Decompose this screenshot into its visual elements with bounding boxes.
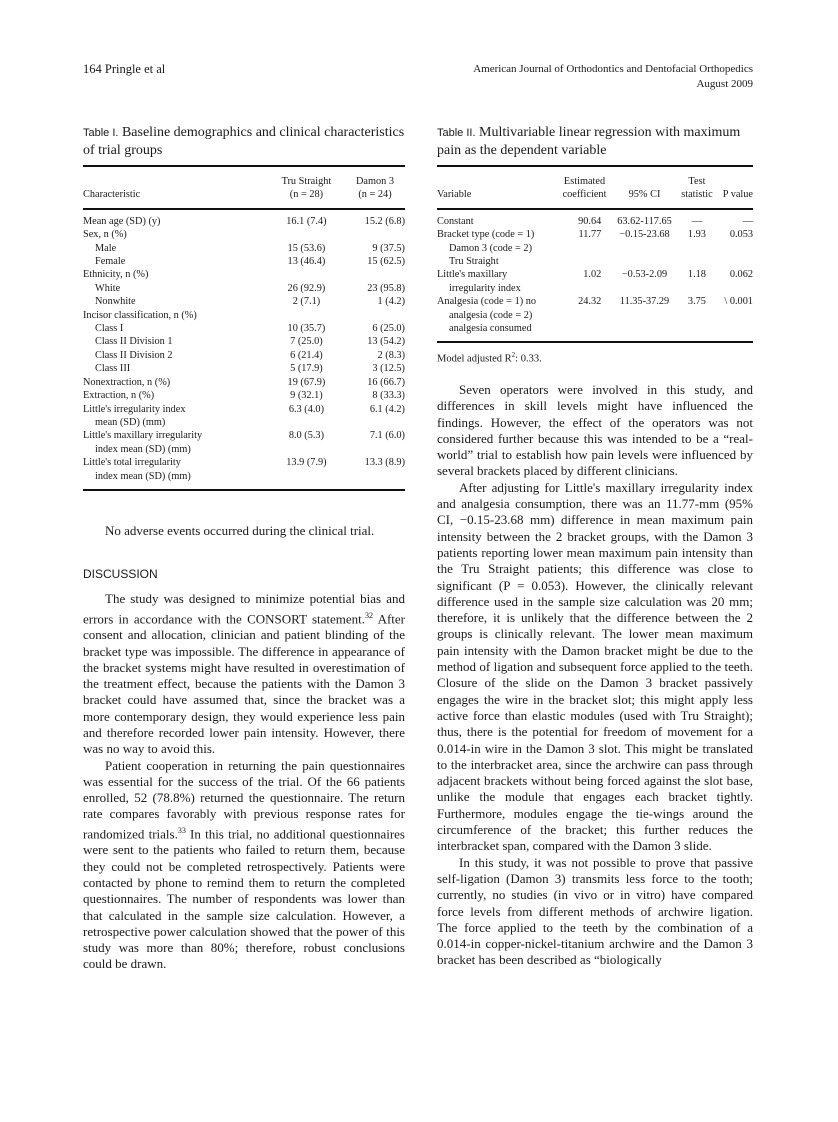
- cell-damon-3: 13 (54.2): [367, 336, 405, 348]
- cell-coefficient: 90.64: [578, 215, 602, 227]
- cell-p-value: \ 0.001: [724, 296, 753, 308]
- paragraph: The study was designed to minimize potential bias and errors in accordance with the CONSORT statement.$^{32}$ After consent and allocation, clinician and patient blinding of the bracket type was impossible. The difference in appearance of the bracket systems might have resulted in overestimation of the treatment effect, because the patients with the Damon 3 bracket could have assumed that, since the bracket was a more contemporary design, they would experience less pain and therefore recorded lower pain intensity. However, there was no way to avoid this.: [83, 591, 405, 757]
- cell-damon-3: 6 (25.0): [372, 323, 405, 335]
- table-2: [437, 124, 753, 366]
- cell-ci: 11.35-37.29: [619, 296, 670, 308]
- cell-tru-straight: 13.9 (7.9): [286, 457, 327, 469]
- cell-coefficient: 1.02: [583, 269, 602, 281]
- cell-characteristic: Sex, n (%): [83, 229, 127, 241]
- cell-characteristic: Class II Division 2: [95, 349, 173, 361]
- cell-damon-3: 2 (8.3): [377, 349, 405, 361]
- table-row: [83, 255, 405, 268]
- cell-damon-3: 7.1 (6.0): [369, 430, 405, 442]
- table-row: [437, 209, 753, 228]
- table-row: [437, 295, 753, 342]
- table-row: [83, 376, 405, 389]
- paragraph: Patient cooperation in returning the pain questionnaires was essential for the success of the trial. Of the 66 patients enrolled, 52 (78.8%) returned the questionnaire. The return rate compares favorably with previous response rates for randomized trials.$^{33}$ In this trial, no additional questionnaires were sent to the patients who failed to return them, because they could not be completed retrospectively. Patients were contacted by phone to remind them to return the completed questionnaires. The number of respondents was lower than that calculated in the sample size calculation. However, a retrospective power calculation showed that the power of this study was more than 80%; therefore, robust conclusions could be drawn.: [83, 757, 405, 972]
- cell-damon-3: 6.1 (4.2): [369, 403, 405, 415]
- table-row: [83, 282, 405, 295]
- cell-damon-3: 1 (4.2): [377, 296, 405, 308]
- cell-coefficient: 24.32: [578, 296, 602, 308]
- right-column-text: [437, 382, 753, 969]
- cell-damon-3: 9 (37.5): [372, 242, 405, 254]
- cell-test-statistic: 1.18: [687, 269, 706, 281]
- cell-p-value: 0.062: [729, 269, 753, 281]
- cell-tru-straight: 19 (67.9): [287, 376, 326, 388]
- cell-tru-straight: 16.1 (7.4): [286, 215, 327, 227]
- cell-variable: Little's maxillary irregularity index: [437, 269, 521, 294]
- cell-tru-straight: 15 (53.6): [287, 242, 326, 254]
- table-row: [83, 228, 405, 241]
- table-row: [437, 228, 753, 268]
- running-header-left: 164 Pringle et al: [83, 62, 166, 76]
- cell-variable: Constant: [437, 215, 474, 227]
- cell-characteristic: Little's irregularity index mean (SD) (mm): [83, 403, 186, 428]
- paragraph: After adjusting for Little's maxillary irregularity index and analgesia consumption, there was an 11.77-mm (95% CI, −0.15-23.68 mm) difference in mean maximum pain intensity between the 2 bracket groups, with the Damon 3 patients reporting lower mean maximum pain intensity than the Tru Straight patients; this difference was close to significant (P = 0.053). However, the clinically relevant difference used in the sample size calculation was 20 mm; therefore, it is unlikely that the difference between the 2 groups is clinically relevant. The lower mean maximum pain intensity with the Damon bracket might be due to the method of ligation and subsequent force applied to the teeth. Closure of the slide on the Damon 3 bracket passively engages the wire in the bracket slot; this might apply less active force than elastic modules (used with Tru Straight); thus, there is the potential for freedom of movement for a 0.014-in wire in the Damon 3 slot. This might be translated to the interbracket area, since the archwire can pass through adjacent brackets without being forced against the slot base, unlike the module that engages each bracket tightly. Furthermore, modules engage the tie-wings around the circumference of the bracket; this further reduces the interbracket span, compared with the Damon 3 slide.: [437, 479, 753, 854]
- cell-ci: −0.53-2.09: [621, 269, 668, 281]
- cell-characteristic: Female: [95, 256, 126, 268]
- cell-characteristic: Male: [95, 242, 117, 254]
- cell-coefficient: 11.77: [578, 229, 602, 241]
- paragraph: No adverse events occurred during the clinical trial.: [105, 523, 375, 538]
- cell-characteristic: White: [95, 282, 121, 294]
- cell-characteristic: Little's total irregularity index mean (SD) (mm): [83, 457, 191, 482]
- cell-damon-3: 13.3 (8.9): [364, 457, 405, 469]
- cell-tru-straight: 8.0 (5.3): [288, 430, 325, 442]
- table-row: [83, 209, 405, 228]
- cell-ci: 63.62-117.65: [617, 215, 672, 227]
- cell-damon-3: 16 (66.7): [367, 376, 405, 388]
- cell-tru-straight: 9 (32.1): [290, 390, 323, 402]
- table-2-caption: Table II. Multivariable linear regression with maximum pain as the dependent variable: [437, 125, 741, 158]
- cell-tru-straight: [268, 268, 345, 281]
- cell-characteristic: Ethnicity, n (%): [83, 269, 149, 281]
- cell-variable: Analgesia (code = 1) no analgesia (code = 2) analgesia consumed: [437, 296, 537, 335]
- table-row: [83, 403, 405, 430]
- cell-characteristic: Incisor classification, n (%): [83, 309, 197, 321]
- cell-tru-straight: 7 (25.0): [290, 336, 323, 348]
- cell-tru-straight: [268, 228, 345, 241]
- cell-characteristic: Little's maxillary irregularity index mean (SD) (mm): [83, 430, 203, 455]
- table-row: [83, 429, 405, 456]
- table-row: [437, 268, 753, 295]
- cell-tru-straight: 6.3 (4.0): [288, 403, 325, 415]
- table-row: [83, 349, 405, 362]
- table-row: [83, 309, 405, 322]
- cell-damon-3: 15 (62.5): [367, 256, 405, 268]
- issue-date: August 2009: [696, 78, 753, 90]
- table-row: [83, 268, 405, 281]
- table-row: [83, 362, 405, 375]
- cell-characteristic: Class III: [95, 363, 131, 375]
- cell-characteristic: Class II Division 1: [95, 336, 173, 348]
- cell-characteristic: Extraction, n (%): [83, 390, 155, 402]
- cell-damon-3: 8 (33.3): [372, 390, 405, 402]
- cell-tru-straight: 26 (92.9): [287, 282, 326, 294]
- table-1-caption: Table I. Baseline demographics and clinical characteristics of trial groups: [83, 125, 405, 158]
- journal-name: American Journal of Orthodontics and Dentofacial Orthopedics: [473, 63, 753, 75]
- running-header-right: [473, 62, 753, 92]
- table-2-footnote: Model adjusted $R^2$: 0.33.: [437, 351, 542, 365]
- cell-tru-straight: 13 (46.4): [287, 256, 326, 268]
- table-row: [83, 456, 405, 490]
- cell-characteristic: Nonextraction, n (%): [83, 376, 171, 388]
- table-1: [83, 124, 405, 491]
- cell-variable: Bracket type (code = 1) Damon 3 (code = 2) Tru Straight: [437, 229, 535, 268]
- cell-test-statistic: 1.93: [687, 229, 706, 241]
- table-1-grid: Characteristic Tru Straight (n = 28) Damon 3 (n = 24) Mean age (SD) (y) 16.1 (7.4) 15.2 (6.8) Sex, n (%) Male 15 (53.6) 9 (37.5) Female 13 (46.4) 15 (62.5) Ethnicity, n (%) White 26 (92.9) 23 (95.8) Nonwhite 2 (7.1) 1 (4.2) Incisor classification, n (%) Class I 10 (35.7) 6 (25.0) Class II Division 1 7 (25.0) 13 (54.2) Class II Division 2 6 (21.4) 2 (8.3) Class III 5 (17.9) 3 (12.5) Nonextraction, n (%) 19 (67.9) 16 (66.7) Extraction, n (%) 9 (32.1) 8 (33.3) Little's irregularity index mean (SD) (mm) 6.3 (4.0) 6.1 (4.2) Little's maxillary irregularity index mean (SD) (mm) 8.0 (5.3) 7.1 (6.0) Little's total irregularity index mean (SD) (mm) 13.9 (7.9) 13.3 (8.9): [83, 165, 405, 491]
- cell-p-value: 0.053: [729, 229, 753, 241]
- cell-damon-3: 23 (95.8): [367, 282, 405, 294]
- section-heading-discussion: DISCUSSION: [83, 567, 158, 582]
- cell-ci: −0.15-23.68: [619, 229, 670, 241]
- cell-damon-3: [345, 228, 405, 241]
- cell-damon-3: 15.2 (6.8): [364, 215, 405, 227]
- cell-p-value: —: [742, 215, 753, 227]
- cell-tru-straight: 10 (35.7): [287, 323, 326, 335]
- cell-characteristic: Class I: [95, 323, 124, 335]
- table-2-grid: Variable Estimated coefficient 95% CI Test statistic P value Constant 90.64 63.62-117.65 — — Bracket type (code = 1) Damon 3 (code = 2) Tru Straight 11.77 −0.15-23.68 1.93 0.053 Little's maxillary irregularity index 1.02 −0.53-2.09 1.18 0.062 Analgesia (code = 1) no analgesia (code = 2) analgesia consumed 24.32 11.35-37.29 3.75 \ 0.001 Model adjusted $R^2$: 0.33.: [437, 165, 753, 366]
- cell-characteristic: Nonwhite: [95, 296, 136, 308]
- table-row: [83, 322, 405, 335]
- paragraph: Seven operators were involved in this study, and differences in skill levels might have influenced the findings. However, the effect of the operators was not considered further because this was intended to be a “real-world” trial to establish how pain levels were influenced by several brackets placed by different clinicians.: [437, 382, 753, 479]
- table-1-body: [83, 209, 405, 490]
- cell-damon-3: [345, 309, 405, 322]
- paragraph: In this study, it was not possible to prove that passive self-ligation (Damon 3) transmits less force to the tooth; currently, no studies (in vivo or in vitro) have compared force levels from different methods of archwire ligation. The force applied to the teeth by the combination of a 0.014-in copper-nickel-titanium archwire and the Damon 3 bracket has been described as “biologically: [437, 854, 753, 968]
- left-column-text: [83, 523, 405, 973]
- table-row: [83, 389, 405, 402]
- cell-tru-straight: [268, 309, 345, 322]
- cell-damon-3: [345, 268, 405, 281]
- cell-tru-straight: 2 (7.1): [292, 296, 321, 308]
- cell-tru-straight: 6 (21.4): [290, 349, 323, 361]
- table-2-body: [437, 209, 753, 343]
- cell-damon-3: 3 (12.5): [372, 363, 405, 375]
- table-row: [83, 295, 405, 308]
- cell-test-statistic: —: [691, 215, 703, 227]
- table-row: [83, 242, 405, 255]
- cell-test-statistic: 3.75: [687, 296, 706, 308]
- cell-characteristic: Mean age (SD) (y): [83, 215, 161, 227]
- table-row: [83, 335, 405, 348]
- cell-tru-straight: 5 (17.9): [290, 363, 323, 375]
